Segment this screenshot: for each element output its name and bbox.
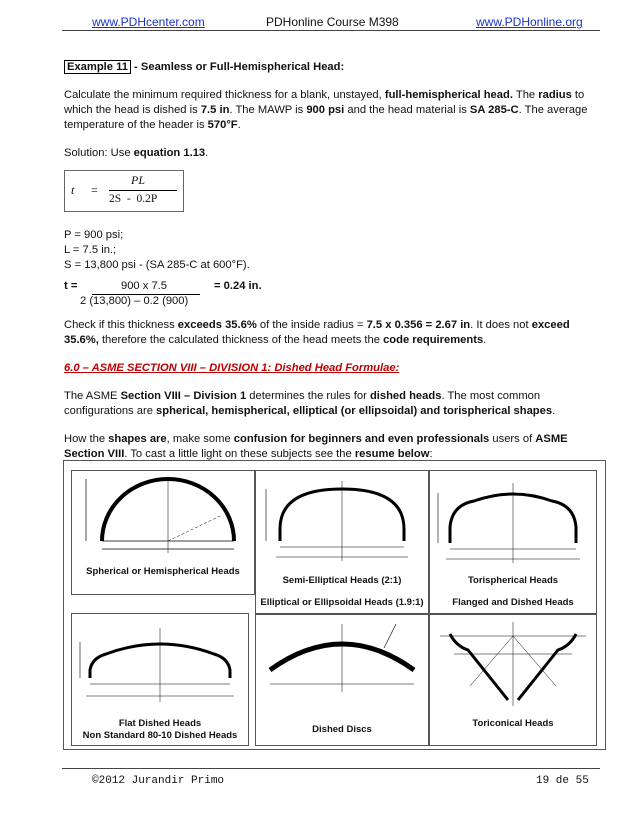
toriconical-head-diagram: [430, 614, 596, 710]
semi-elliptical-caption-2: Elliptical or Ellipsoidal Heads (1.9:1): [260, 597, 424, 608]
figure-dished-discs: [255, 613, 429, 746]
pdhcenter-link[interactable]: www.PDHcenter.com: [92, 15, 205, 29]
check-paragraph: Check if this thickness exceeds 35.6% of the inside radius = 7.5 x 0.356 = 2.67 in. It does not exceed 35.6%, therefore the calculated thickness of the head meets the code requirements.: [64, 319, 570, 346]
example-label: Example 11: [64, 60, 131, 74]
figure-semi-elliptical: [255, 470, 429, 615]
equation-box: t = PL 2S - 0.2P: [64, 170, 184, 212]
figure-spherical: [71, 470, 255, 595]
flat-dished-caption-2: Non Standard 80-10 Dished Heads: [82, 730, 238, 741]
torispherical-head-diagram: [430, 471, 596, 567]
toriconical-caption: Toriconical Heads: [472, 718, 554, 729]
variables: [64, 228, 604, 273]
dished-discs-caption: Dished Discs: [312, 724, 372, 735]
header-rule: [62, 30, 600, 31]
check-paragraph-wrap: [64, 318, 604, 462]
section-paragraph-1: The ASME Section VIII – Division 1 determines the rules for dished heads. The most common configurations are spherical, hemispherical, elliptical (or ellipsoidal) and torispherical shapes.: [64, 390, 556, 417]
spherical-caption: Spherical or Hemispherical Heads: [86, 566, 240, 577]
torispherical-caption-1: Torispherical Heads: [467, 575, 559, 586]
spherical-head-diagram: [72, 471, 254, 557]
page-number: 19 de 55: [536, 775, 589, 787]
flat-dished-caption-1: Flat Dished Heads: [118, 718, 202, 729]
var-p: P = 900 psi;: [64, 229, 124, 241]
example-paragraph: Calculate the minimum required thickness for a blank, unstayed, full-hemispherical head. The radius to which the head is dished is 7.5 in. The MAWP is 900 psi and the head material is SA 285-C. The average temperature of the header is 570°F.: [64, 89, 588, 131]
course-title: PDHonline Course M398: [266, 15, 399, 29]
head-types-table: [63, 460, 606, 750]
footer-rule: [62, 768, 600, 769]
figure-torispherical: [429, 470, 597, 615]
flat-dished-head-diagram: [72, 614, 248, 710]
solution-line: Solution: Use equation 1.13.: [64, 147, 209, 159]
figure-toriconical: [429, 613, 597, 746]
section-heading: 6.0 – ASME SECTION VIII – DIVISION 1: Dished Head Formulae:: [64, 362, 400, 374]
var-s: S = 13,800 psi - (SA 285-C at 600°F).: [64, 259, 250, 271]
example-title: Example 11 - Seamless or Full-Hemispherical Head:: [64, 60, 604, 75]
example-text: [64, 60, 604, 161]
calculation: t = 900 x 7.5 = 0.24 in. 2 (13,800) – 0.2 (900): [64, 280, 262, 307]
copyright: ©2012 Jurandir Primo: [92, 775, 225, 787]
section-paragraph-2: How the shapes are, make some confusion for beginners and even professionals users of ASME Section VIII. To cast a little light on these subjects see the resume below:: [64, 433, 568, 460]
figure-flat-dished: [71, 613, 249, 746]
pdhonline-link[interactable]: www.PDHonline.org: [476, 15, 583, 29]
semi-elliptical-head-diagram: [256, 471, 428, 567]
var-l: L = 7.5 in.;: [64, 244, 117, 256]
semi-elliptical-caption-1: Semi-Elliptical Heads (2:1): [282, 575, 402, 586]
torispherical-caption-2: Flanged and Dished Heads: [452, 597, 574, 608]
page-header: [0, 8, 638, 32]
dished-disc-diagram: [256, 614, 428, 710]
